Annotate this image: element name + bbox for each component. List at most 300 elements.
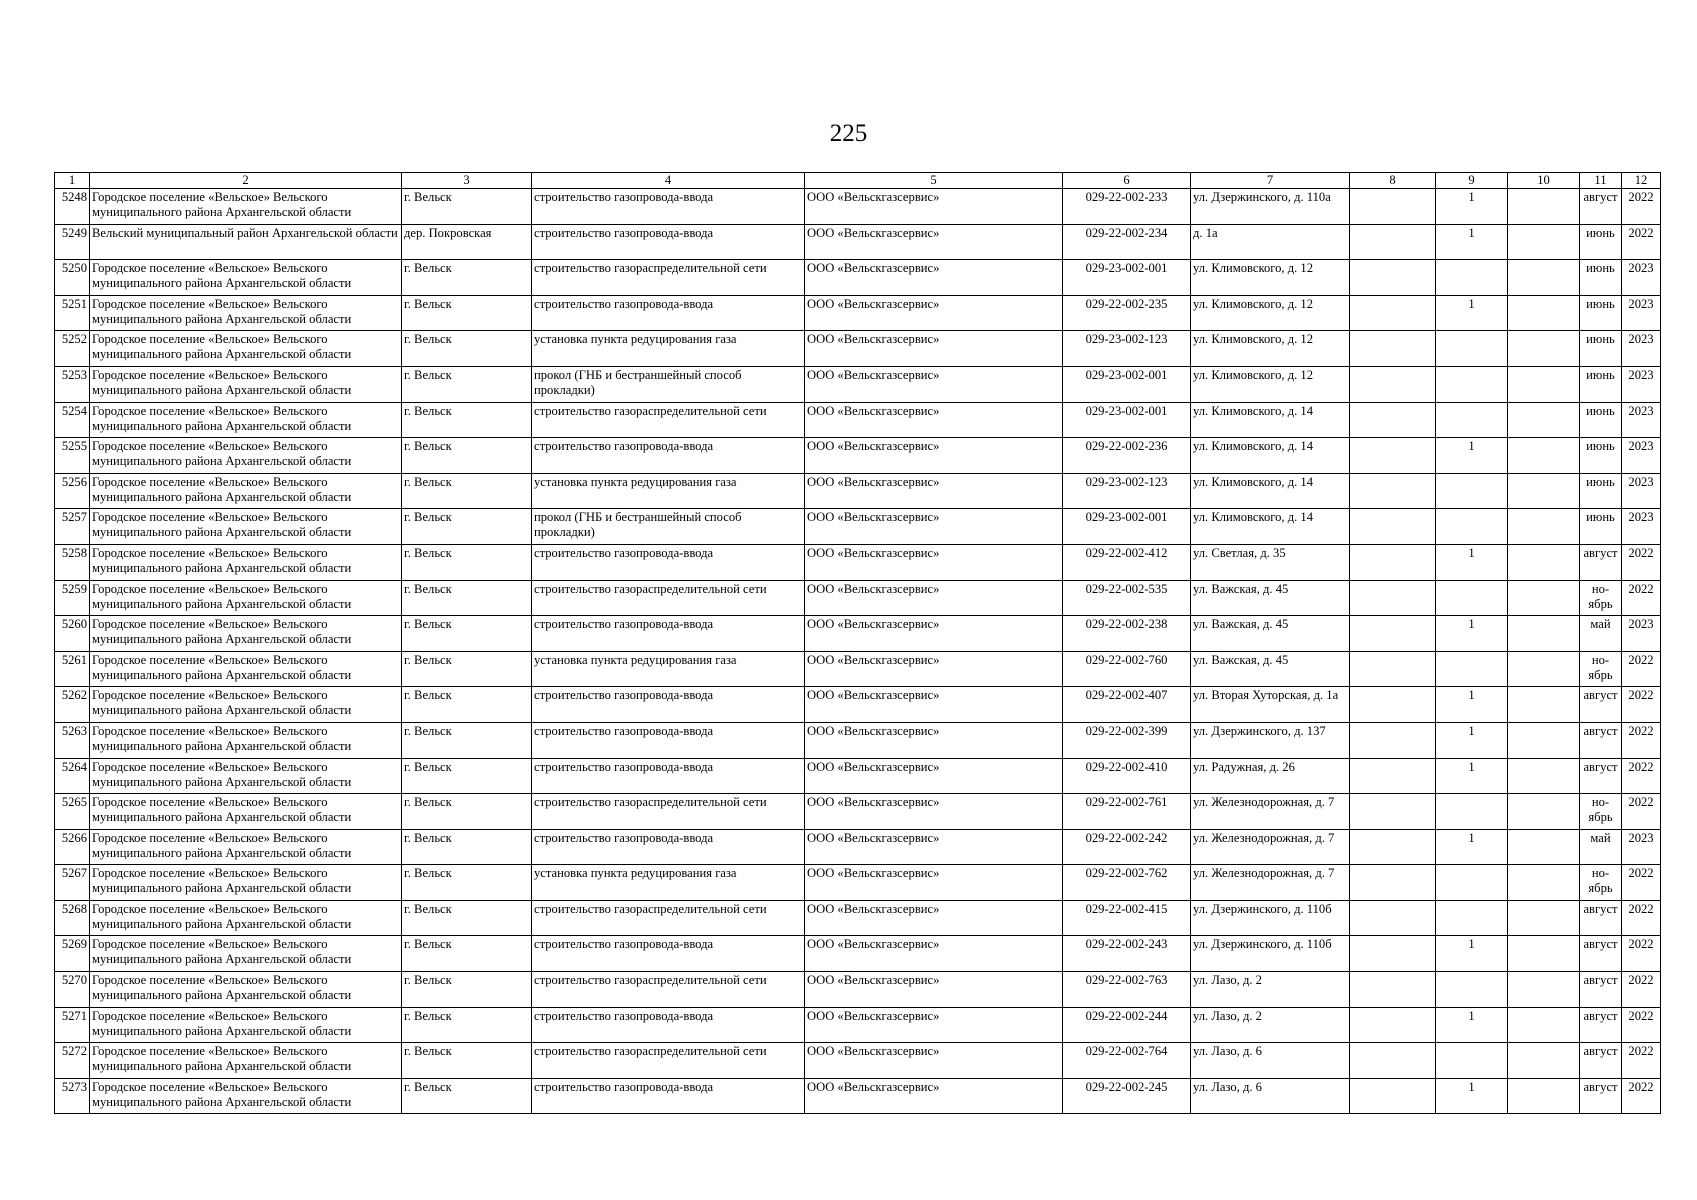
column-header-9: 9: [1436, 173, 1508, 189]
cell-object-code: 029-23-002-001: [1063, 402, 1191, 438]
cell-quantity: 1: [1436, 438, 1508, 474]
cell-object-code: 029-23-002-001: [1063, 366, 1191, 402]
cell-row-number: 5252: [55, 331, 90, 367]
cell-address: д. 1а: [1191, 224, 1350, 260]
cell-object-code: 029-22-002-399: [1063, 722, 1191, 758]
cell-address: ул. Дзержинского, д. 110б: [1191, 936, 1350, 972]
cell-locality: г. Вельск: [402, 402, 532, 438]
cell-column-10: [1508, 616, 1580, 652]
cell-organization: ООО «Вельскгазсервис»: [805, 722, 1063, 758]
column-header-5: 5: [805, 173, 1063, 189]
cell-column-10: [1508, 1078, 1580, 1114]
cell-quantity: [1436, 972, 1508, 1008]
cell-column-8: [1350, 722, 1436, 758]
cell-locality: г. Вельск: [402, 829, 532, 865]
cell-settlement: Городское поселение «Вельское» Вельского муниципального района Архангельской области: [90, 438, 402, 474]
cell-object-code: 029-22-002-234: [1063, 224, 1191, 260]
cell-column-8: [1350, 509, 1436, 545]
table-row: [55, 758, 1661, 794]
cell-locality: г. Вельск: [402, 1007, 532, 1043]
cell-column-10: [1508, 758, 1580, 794]
cell-row-number: 5271: [55, 1007, 90, 1043]
cell-settlement: Городское поселение «Вельское» Вельского муниципального района Архангельской области: [90, 616, 402, 652]
cell-locality: г. Вельск: [402, 366, 532, 402]
cell-settlement: Городское поселение «Вельское» Вельского муниципального района Архангельской области: [90, 829, 402, 865]
cell-column-10: [1508, 224, 1580, 260]
table-row: [55, 402, 1661, 438]
cell-column-8: [1350, 900, 1436, 936]
cell-settlement: Городское поселение «Вельское» Вельского муниципального района Архангельской области: [90, 1007, 402, 1043]
cell-quantity: 1: [1436, 295, 1508, 331]
cell-address: ул. Железнодорожная, д. 7: [1191, 865, 1350, 901]
cell-column-10: [1508, 438, 1580, 474]
cell-settlement: Городское поселение «Вельское» Вельского муниципального района Архангельской области: [90, 580, 402, 616]
cell-locality: г. Вельск: [402, 972, 532, 1008]
cell-settlement: Городское поселение «Вельское» Вельского муниципального района Архангельской области: [90, 722, 402, 758]
table-row: [55, 331, 1661, 367]
cell-year: 2022: [1622, 580, 1661, 616]
cell-month: август: [1580, 758, 1622, 794]
cell-row-number: 5260: [55, 616, 90, 652]
cell-organization: ООО «Вельскгазсервис»: [805, 758, 1063, 794]
cell-year: 2023: [1622, 616, 1661, 652]
cell-object-code: 029-23-002-123: [1063, 331, 1191, 367]
column-header-2: 2: [90, 173, 402, 189]
cell-column-8: [1350, 1043, 1436, 1079]
cell-month: август: [1580, 189, 1622, 225]
cell-organization: ООО «Вельскгазсервис»: [805, 438, 1063, 474]
cell-column-8: [1350, 224, 1436, 260]
cell-column-10: [1508, 366, 1580, 402]
table-row: [55, 829, 1661, 865]
cell-address: ул. Климовского, д. 14: [1191, 509, 1350, 545]
cell-work-type: строительство газораспределительной сети: [532, 900, 805, 936]
table-row: [55, 616, 1661, 652]
cell-address: ул. Радужная, д. 26: [1191, 758, 1350, 794]
cell-work-type: строительство газопровода-ввода: [532, 758, 805, 794]
cell-row-number: 5251: [55, 295, 90, 331]
table-row: [55, 438, 1661, 474]
cell-month: июнь: [1580, 260, 1622, 296]
cell-column-10: [1508, 722, 1580, 758]
cell-organization: ООО «Вельскгазсервис»: [805, 331, 1063, 367]
cell-year: 2023: [1622, 438, 1661, 474]
table-row: [55, 189, 1661, 225]
cell-quantity: [1436, 331, 1508, 367]
cell-work-type: установка пункта редуцирования газа: [532, 651, 805, 687]
table-row: [55, 1078, 1661, 1114]
cell-address: ул. Дзержинского, д. 110б: [1191, 900, 1350, 936]
cell-quantity: 1: [1436, 544, 1508, 580]
cell-work-type: строительство газораспределительной сети: [532, 260, 805, 296]
cell-address: ул. Дзержинского, д. 137: [1191, 722, 1350, 758]
cell-organization: ООО «Вельскгазсервис»: [805, 189, 1063, 225]
cell-settlement: Вельский муниципальный район Архангельской области: [90, 224, 402, 260]
cell-work-type: прокол (ГНБ и бестраншейный способ прокладки): [532, 509, 805, 545]
cell-organization: ООО «Вельскгазсервис»: [805, 1043, 1063, 1079]
column-header-4: 4: [532, 173, 805, 189]
cell-row-number: 5267: [55, 865, 90, 901]
cell-object-code: 029-22-002-412: [1063, 544, 1191, 580]
cell-settlement: Городское поселение «Вельское» Вельского муниципального района Архангельской области: [90, 865, 402, 901]
cell-quantity: [1436, 651, 1508, 687]
cell-month: май: [1580, 616, 1622, 652]
cell-locality: г. Вельск: [402, 865, 532, 901]
cell-row-number: 5253: [55, 366, 90, 402]
cell-address: ул. Важская, д. 45: [1191, 580, 1350, 616]
cell-row-number: 5261: [55, 651, 90, 687]
cell-year: 2023: [1622, 473, 1661, 509]
cell-address: ул. Лазо, д. 6: [1191, 1043, 1350, 1079]
cell-organization: ООО «Вельскгазсервис»: [805, 260, 1063, 296]
cell-address: ул. Железнодорожная, д. 7: [1191, 829, 1350, 865]
cell-address: ул. Климовского, д. 12: [1191, 260, 1350, 296]
cell-settlement: Городское поселение «Вельское» Вельского муниципального района Архангельской области: [90, 544, 402, 580]
cell-row-number: 5262: [55, 687, 90, 723]
table-row: [55, 295, 1661, 331]
cell-column-8: [1350, 758, 1436, 794]
cell-column-8: [1350, 366, 1436, 402]
cell-month: июнь: [1580, 438, 1622, 474]
cell-year: 2023: [1622, 402, 1661, 438]
cell-year: 2022: [1622, 865, 1661, 901]
cell-year: 2022: [1622, 687, 1661, 723]
cell-column-8: [1350, 544, 1436, 580]
cell-address: ул. Важская, д. 45: [1191, 616, 1350, 652]
cell-object-code: 029-22-002-407: [1063, 687, 1191, 723]
cell-object-code: 029-23-002-001: [1063, 509, 1191, 545]
cell-quantity: [1436, 794, 1508, 830]
column-header-6: 6: [1063, 173, 1191, 189]
cell-address: ул. Климовского, д. 14: [1191, 473, 1350, 509]
table-row: [55, 972, 1661, 1008]
cell-column-10: [1508, 331, 1580, 367]
cell-organization: ООО «Вельскгазсервис»: [805, 1007, 1063, 1043]
cell-organization: ООО «Вельскгазсервис»: [805, 544, 1063, 580]
cell-work-type: строительство газопровода-ввода: [532, 544, 805, 580]
cell-quantity: 1: [1436, 936, 1508, 972]
cell-row-number: 5249: [55, 224, 90, 260]
cell-column-8: [1350, 438, 1436, 474]
cell-work-type: строительство газопровода-ввода: [532, 295, 805, 331]
cell-quantity: 1: [1436, 1078, 1508, 1114]
table-row: [55, 936, 1661, 972]
cell-row-number: 5264: [55, 758, 90, 794]
cell-row-number: 5254: [55, 402, 90, 438]
cell-row-number: 5269: [55, 936, 90, 972]
column-header-7: 7: [1191, 173, 1350, 189]
cell-year: 2022: [1622, 1007, 1661, 1043]
cell-year: 2022: [1622, 900, 1661, 936]
cell-month: июнь: [1580, 509, 1622, 545]
cell-quantity: 1: [1436, 829, 1508, 865]
cell-object-code: 029-22-002-244: [1063, 1007, 1191, 1043]
cell-organization: ООО «Вельскгазсервис»: [805, 900, 1063, 936]
cell-work-type: строительство газораспределительной сети: [532, 794, 805, 830]
table-body: [55, 189, 1661, 1114]
cell-year: 2022: [1622, 972, 1661, 1008]
header-row: [55, 173, 1661, 189]
cell-organization: ООО «Вельскгазсервис»: [805, 865, 1063, 901]
cell-settlement: Городское поселение «Вельское» Вельского муниципального района Архангельской области: [90, 651, 402, 687]
cell-month: но-ябрь: [1580, 865, 1622, 901]
cell-work-type: строительство газопровода-ввода: [532, 1078, 805, 1114]
cell-address: ул. Железнодорожная, д. 7: [1191, 794, 1350, 830]
cell-address: ул. Климовского, д. 12: [1191, 366, 1350, 402]
cell-object-code: 029-22-002-761: [1063, 794, 1191, 830]
cell-column-10: [1508, 1043, 1580, 1079]
cell-address: ул. Климовского, д. 14: [1191, 438, 1350, 474]
cell-work-type: строительство газопровода-ввода: [532, 936, 805, 972]
cell-address: ул. Лазо, д. 2: [1191, 972, 1350, 1008]
cell-organization: ООО «Вельскгазсервис»: [805, 794, 1063, 830]
cell-column-10: [1508, 687, 1580, 723]
cell-column-10: [1508, 651, 1580, 687]
cell-month: но-ябрь: [1580, 580, 1622, 616]
cell-settlement: Городское поселение «Вельское» Вельского муниципального района Архангельской области: [90, 972, 402, 1008]
cell-year: 2023: [1622, 295, 1661, 331]
column-header-10: 10: [1508, 173, 1580, 189]
cell-column-10: [1508, 580, 1580, 616]
cell-organization: ООО «Вельскгазсервис»: [805, 509, 1063, 545]
cell-column-10: [1508, 509, 1580, 545]
cell-settlement: Городское поселение «Вельское» Вельского муниципального района Архангельской области: [90, 758, 402, 794]
cell-organization: ООО «Вельскгазсервис»: [805, 402, 1063, 438]
cell-settlement: Городское поселение «Вельское» Вельского муниципального района Архангельской области: [90, 1078, 402, 1114]
cell-column-8: [1350, 260, 1436, 296]
register-table: [54, 172, 1661, 1114]
table-row: [55, 580, 1661, 616]
cell-work-type: строительство газопровода-ввода: [532, 616, 805, 652]
cell-month: август: [1580, 1078, 1622, 1114]
cell-column-8: [1350, 972, 1436, 1008]
cell-row-number: 5270: [55, 972, 90, 1008]
cell-row-number: 5256: [55, 473, 90, 509]
cell-month: но-ябрь: [1580, 794, 1622, 830]
cell-object-code: 029-22-002-415: [1063, 900, 1191, 936]
column-header-3: 3: [402, 173, 532, 189]
cell-column-8: [1350, 295, 1436, 331]
cell-row-number: 5258: [55, 544, 90, 580]
cell-locality: г. Вельск: [402, 758, 532, 794]
cell-organization: ООО «Вельскгазсервис»: [805, 473, 1063, 509]
cell-column-8: [1350, 616, 1436, 652]
cell-locality: г. Вельск: [402, 189, 532, 225]
cell-year: 2023: [1622, 829, 1661, 865]
cell-quantity: [1436, 473, 1508, 509]
cell-quantity: 1: [1436, 189, 1508, 225]
cell-organization: ООО «Вельскгазсервис»: [805, 224, 1063, 260]
cell-column-10: [1508, 189, 1580, 225]
cell-object-code: 029-22-002-410: [1063, 758, 1191, 794]
cell-quantity: [1436, 580, 1508, 616]
cell-quantity: [1436, 260, 1508, 296]
cell-settlement: Городское поселение «Вельское» Вельского муниципального района Архангельской области: [90, 260, 402, 296]
table-row: [55, 544, 1661, 580]
cell-quantity: 1: [1436, 687, 1508, 723]
table-row: [55, 260, 1661, 296]
cell-year: 2023: [1622, 260, 1661, 296]
cell-row-number: 5268: [55, 900, 90, 936]
cell-object-code: 029-23-002-001: [1063, 260, 1191, 296]
cell-month: июнь: [1580, 402, 1622, 438]
cell-column-8: [1350, 865, 1436, 901]
cell-work-type: строительство газопровода-ввода: [532, 829, 805, 865]
cell-address: ул. Климовского, д. 12: [1191, 295, 1350, 331]
cell-organization: ООО «Вельскгазсервис»: [805, 687, 1063, 723]
cell-address: ул. Лазо, д. 2: [1191, 1007, 1350, 1043]
page-number: 225: [829, 120, 868, 147]
cell-column-10: [1508, 544, 1580, 580]
cell-month: июнь: [1580, 331, 1622, 367]
cell-month: июнь: [1580, 224, 1622, 260]
cell-work-type: строительство газопровода-ввода: [532, 1007, 805, 1043]
cell-column-10: [1508, 260, 1580, 296]
cell-organization: ООО «Вельскгазсервис»: [805, 580, 1063, 616]
cell-quantity: [1436, 1043, 1508, 1079]
cell-object-code: 029-22-002-763: [1063, 972, 1191, 1008]
cell-row-number: 5272: [55, 1043, 90, 1079]
cell-organization: ООО «Вельскгазсервис»: [805, 651, 1063, 687]
cell-settlement: Городское поселение «Вельское» Вельского муниципального района Архангельской области: [90, 402, 402, 438]
cell-month: июнь: [1580, 295, 1622, 331]
cell-column-10: [1508, 865, 1580, 901]
cell-settlement: Городское поселение «Вельское» Вельского муниципального района Архангельской области: [90, 794, 402, 830]
cell-quantity: [1436, 366, 1508, 402]
cell-row-number: 5259: [55, 580, 90, 616]
cell-settlement: Городское поселение «Вельское» Вельского муниципального района Архангельской области: [90, 366, 402, 402]
cell-locality: г. Вельск: [402, 544, 532, 580]
cell-column-10: [1508, 829, 1580, 865]
cell-organization: ООО «Вельскгазсервис»: [805, 936, 1063, 972]
cell-object-code: 029-22-002-760: [1063, 651, 1191, 687]
cell-row-number: 5273: [55, 1078, 90, 1114]
cell-address: ул. Светлая, д. 35: [1191, 544, 1350, 580]
cell-quantity: 1: [1436, 224, 1508, 260]
cell-locality: г. Вельск: [402, 794, 532, 830]
cell-column-8: [1350, 687, 1436, 723]
cell-organization: ООО «Вельскгазсервис»: [805, 829, 1063, 865]
cell-column-8: [1350, 189, 1436, 225]
cell-organization: ООО «Вельскгазсервис»: [805, 1078, 1063, 1114]
cell-month: но-ябрь: [1580, 651, 1622, 687]
cell-month: июнь: [1580, 366, 1622, 402]
cell-work-type: строительство газопровода-ввода: [532, 224, 805, 260]
cell-column-8: [1350, 829, 1436, 865]
cell-object-code: 029-22-002-243: [1063, 936, 1191, 972]
cell-address: ул. Важская, д. 45: [1191, 651, 1350, 687]
cell-settlement: Городское поселение «Вельское» Вельского муниципального района Архангельской области: [90, 900, 402, 936]
table-row: [55, 224, 1661, 260]
cell-organization: ООО «Вельскгазсервис»: [805, 616, 1063, 652]
column-header-12: 12: [1622, 173, 1661, 189]
cell-settlement: Городское поселение «Вельское» Вельского муниципального района Архангельской области: [90, 189, 402, 225]
cell-work-type: строительство газопровода-ввода: [532, 438, 805, 474]
cell-object-code: 029-22-002-535: [1063, 580, 1191, 616]
cell-settlement: Городское поселение «Вельское» Вельского муниципального района Архангельской области: [90, 509, 402, 545]
cell-quantity: 1: [1436, 616, 1508, 652]
cell-locality: г. Вельск: [402, 580, 532, 616]
cell-quantity: 1: [1436, 1007, 1508, 1043]
cell-month: август: [1580, 544, 1622, 580]
cell-work-type: строительство газораспределительной сети: [532, 972, 805, 1008]
cell-work-type: строительство газораспределительной сети: [532, 402, 805, 438]
table-row: [55, 900, 1661, 936]
cell-year: 2023: [1622, 509, 1661, 545]
cell-row-number: 5248: [55, 189, 90, 225]
column-header-8: 8: [1350, 173, 1436, 189]
cell-year: 2022: [1622, 544, 1661, 580]
cell-row-number: 5263: [55, 722, 90, 758]
cell-column-10: [1508, 900, 1580, 936]
cell-locality: г. Вельск: [402, 509, 532, 545]
cell-month: август: [1580, 1043, 1622, 1079]
cell-month: август: [1580, 1007, 1622, 1043]
cell-column-8: [1350, 331, 1436, 367]
cell-row-number: 5266: [55, 829, 90, 865]
table-row: [55, 865, 1661, 901]
cell-month: июнь: [1580, 473, 1622, 509]
cell-column-8: [1350, 402, 1436, 438]
cell-work-type: строительство газораспределительной сети: [532, 1043, 805, 1079]
cell-column-8: [1350, 936, 1436, 972]
cell-locality: г. Вельск: [402, 438, 532, 474]
table-row: [55, 794, 1661, 830]
cell-column-8: [1350, 1078, 1436, 1114]
cell-object-code: 029-22-002-242: [1063, 829, 1191, 865]
cell-month: август: [1580, 972, 1622, 1008]
cell-settlement: Городское поселение «Вельское» Вельского муниципального района Архангельской области: [90, 1043, 402, 1079]
table-header: [55, 173, 1661, 189]
cell-month: август: [1580, 687, 1622, 723]
cell-column-10: [1508, 936, 1580, 972]
cell-locality: г. Вельск: [402, 295, 532, 331]
cell-organization: ООО «Вельскгазсервис»: [805, 295, 1063, 331]
cell-quantity: [1436, 509, 1508, 545]
cell-locality: г. Вельск: [402, 936, 532, 972]
cell-work-type: прокол (ГНБ и бестраншейный способ прокладки): [532, 366, 805, 402]
cell-column-8: [1350, 580, 1436, 616]
cell-column-8: [1350, 1007, 1436, 1043]
cell-row-number: 5250: [55, 260, 90, 296]
cell-year: 2023: [1622, 331, 1661, 367]
cell-year: 2022: [1622, 651, 1661, 687]
cell-quantity: [1436, 402, 1508, 438]
cell-address: ул. Дзержинского, д. 110а: [1191, 189, 1350, 225]
cell-object-code: 029-22-002-245: [1063, 1078, 1191, 1114]
cell-year: 2022: [1622, 936, 1661, 972]
cell-column-10: [1508, 402, 1580, 438]
table-row: [55, 687, 1661, 723]
cell-column-8: [1350, 794, 1436, 830]
cell-settlement: Городское поселение «Вельское» Вельского муниципального района Архангельской области: [90, 687, 402, 723]
cell-settlement: Городское поселение «Вельское» Вельского муниципального района Архангельской области: [90, 473, 402, 509]
cell-row-number: 5255: [55, 438, 90, 474]
cell-column-10: [1508, 1007, 1580, 1043]
table-row: [55, 366, 1661, 402]
cell-quantity: [1436, 900, 1508, 936]
cell-year: 2022: [1622, 189, 1661, 225]
cell-year: 2022: [1622, 224, 1661, 260]
table-row: [55, 509, 1661, 545]
cell-address: ул. Вторая Хуторская, д. 1а: [1191, 687, 1350, 723]
cell-work-type: строительство газопровода-ввода: [532, 189, 805, 225]
cell-month: август: [1580, 722, 1622, 758]
cell-work-type: строительство газопровода-ввода: [532, 687, 805, 723]
cell-object-code: 029-22-002-236: [1063, 438, 1191, 474]
cell-address: ул. Лазо, д. 6: [1191, 1078, 1350, 1114]
cell-work-type: строительство газораспределительной сети: [532, 580, 805, 616]
